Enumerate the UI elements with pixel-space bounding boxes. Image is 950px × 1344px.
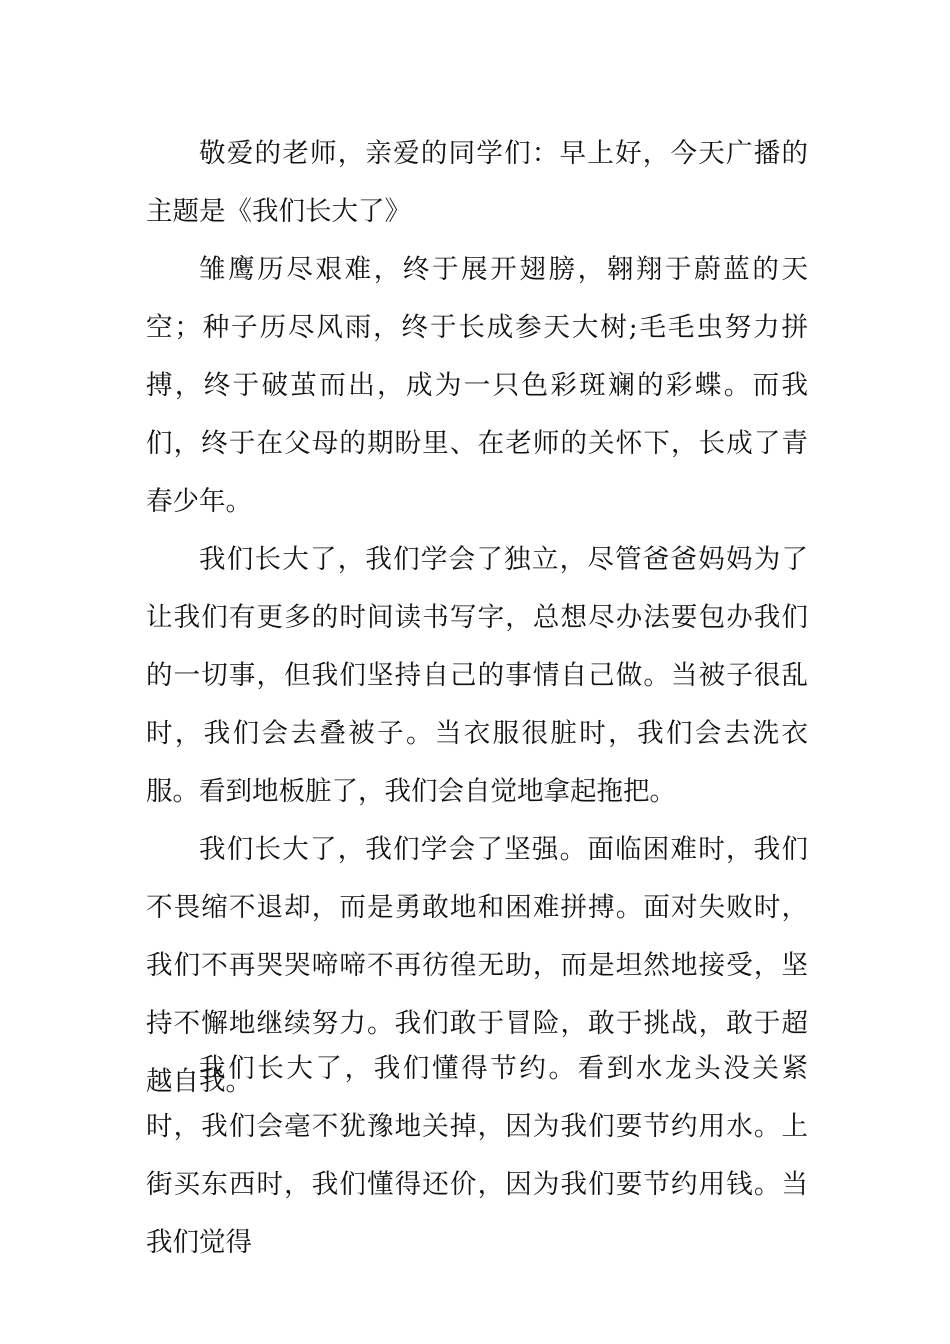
paragraph-growth-metaphor: 雏鹰历尽艰难，终于展开翅膀，翱翔于蔚蓝的天空；种子历尽风雨，终于长成参天大树;毛毛虫努力拼搏，终于破茧而出，成为一只色彩斑斓的彩蝶。而我们，终于在父母的期盼里、在老师的关怀下，长成了青春少年。	[146, 254, 808, 517]
document-body-continued	[146, 1040, 808, 1272]
paragraph-thrift: 我们长大了，我们懂得节约。看到水龙头没关紧时，我们会毫不犹豫地关掉，因为我们要节约用水。上街买东西时，我们懂得还价，因为我们要节约用钱。当我们觉得	[146, 1053, 808, 1258]
paragraph-greeting: 敬爱的老师，亲爱的同学们：早上好，今天广播的主题是《我们长大了》	[146, 138, 808, 227]
paragraph-strength: 我们长大了，我们学会了坚强。面临困难时，我们不畏缩不退却，而是勇敢地和困难拼搏。面对失败时，我们不再哭哭啼啼不再彷徨无助，而是坦然地接受，坚持不懈地继续努力。我们敢于冒险，敢于挑战，敢于超越自我。	[146, 834, 808, 1097]
paragraph-independence: 我们长大了，我们学会了独立，尽管爸爸妈妈为了让我们有更多的时间读书写字，总想尽办法要包办我们的一切事，但我们坚持自己的事情自己做。当被子很乱时，我们会去叠被子。当衣服很脏时，我们会去洗衣服。看到地板脏了，我们会自觉地拿起拖把。	[146, 544, 808, 807]
document-body	[146, 125, 808, 1111]
